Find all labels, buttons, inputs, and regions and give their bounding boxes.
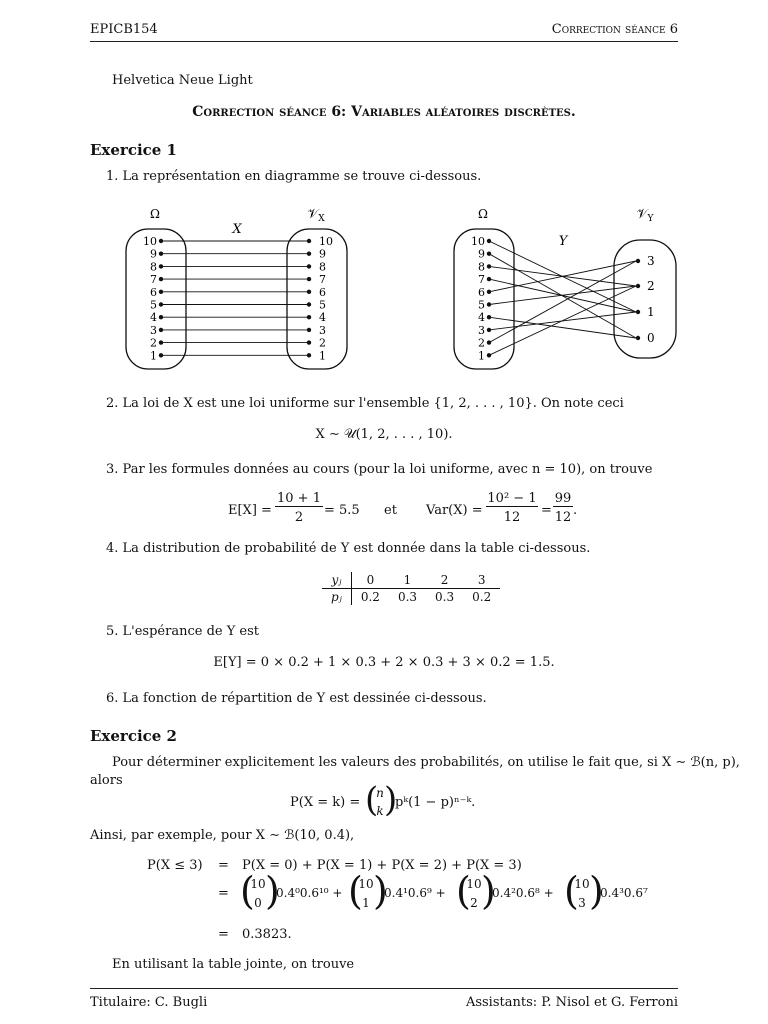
var-dot: . [573, 503, 578, 518]
table-row [322, 572, 500, 589]
var-den: 12 [503, 510, 521, 525]
var-den2: 12 [554, 510, 572, 525]
var-lhs: Var(X) = [426, 503, 483, 518]
vx-set [287, 229, 347, 369]
vy-set [614, 240, 676, 358]
omega-item: 6 [150, 285, 157, 299]
vx-item: 6 [319, 285, 326, 299]
omega-item: 3 [150, 323, 157, 337]
footer-rule [90, 988, 678, 989]
var-eq: = [541, 503, 552, 518]
vy-point [636, 310, 640, 314]
vx-item: 8 [319, 260, 326, 274]
table-cell: 1 [403, 573, 412, 587]
table-cell: 3 [477, 573, 486, 587]
vx-point [307, 290, 311, 294]
ex2-paragraph-2: Ainsi, par exemple, pour X ∼ ℬ(10, 0.4), [90, 828, 355, 843]
omega-item-y: 8 [478, 260, 485, 274]
exercise-1-heading: Exercice 1 [90, 141, 177, 159]
sum-lhs: P(X ≤ 3) [147, 858, 203, 873]
vx-point [307, 340, 311, 344]
font-note: Helvetica Neue Light [112, 73, 253, 88]
binom-paren-right: ) [384, 780, 398, 820]
ex1-item-4: 4. La distribution de probabilité de Y est donnée dans la table ci-dessous. [106, 541, 591, 556]
table-cell: yⱼ [322, 572, 351, 589]
exercise-2-heading: Exercice 2 [90, 727, 177, 745]
ex1-item-3: 3. Par les formules données au cours (pour la loi uniforme, avec n = 10), on trouve [106, 462, 653, 477]
vx-point [307, 353, 311, 357]
table-row [322, 589, 500, 606]
vy-point [636, 259, 640, 263]
ex2-paragraph-3: En utilisant la table jointe, on trouve [112, 957, 355, 972]
binom-rhs: pᵏ(1 − p)ⁿ⁻ᵏ. [395, 795, 476, 810]
vx-item: 5 [319, 298, 326, 312]
omega-label: Ω [150, 207, 160, 221]
ex2-paragraph-1: Pour déterminer explicitement les valeurs des probabilités, on utilise le fait que, si X ∼ ℬ(n, p), [112, 755, 740, 770]
var-num2: 99 [554, 491, 572, 506]
table-cell: 0.2 [463, 589, 500, 606]
vx-point [307, 264, 311, 268]
vx-point [307, 252, 311, 256]
vy-item: 1 [647, 305, 655, 319]
binom-lhs: P(X = k) = [290, 795, 361, 810]
omega-item: 2 [150, 336, 157, 350]
ex-den: 2 [294, 510, 304, 525]
ex1-item-6: 6. La fonction de répartition de Y est dessinée ci-dessous. [106, 691, 487, 706]
vx-item: 4 [319, 311, 326, 325]
table-cell: pⱼ [322, 589, 351, 606]
vy-item: 0 [647, 331, 655, 345]
vy-point [636, 336, 640, 340]
footer-left: Titulaire: C. Bugli [90, 995, 208, 1010]
sum-eq-2: = [218, 886, 229, 901]
var-num: 10² − 1 [487, 491, 537, 506]
uniform-equation: X ∼ 𝒰(1, 2, . . . , 10). [315, 427, 453, 442]
table-cell: 0.3 [389, 589, 426, 606]
et-word: et [384, 503, 397, 518]
ex-rhs: = 5.5 [324, 503, 360, 518]
omega-item-y: 2 [478, 336, 485, 350]
header-right: Correction séance 6 [551, 22, 678, 37]
header-left: EPICB154 [90, 22, 158, 37]
footer-right: Assistants: P. Nisol et G. Ferroni [465, 995, 678, 1010]
table-cell: 0.3 [426, 589, 463, 606]
omega-item-y: 4 [478, 311, 485, 325]
table-cell: 2 [440, 573, 449, 587]
vy-item: 3 [647, 254, 655, 268]
map-y-label: Y [558, 234, 568, 249]
ex1-item-5: 5. L'espérance de Y est [106, 624, 260, 639]
ex2-paragraph-1b: alors [90, 773, 123, 788]
vx-point [307, 277, 311, 281]
vy-item: 2 [647, 279, 655, 293]
omega-point-y [487, 252, 491, 256]
omega-item-y: 5 [478, 298, 485, 312]
omega-item-y: 9 [478, 247, 485, 261]
omega-item: 10 [143, 235, 157, 248]
omega-item: 8 [150, 260, 157, 274]
vx-label: 𝒱$_X$ [307, 207, 325, 224]
binomial-sum-row: ( 10 0 ) 0.4⁰0.6¹⁰ + ( 10 1 ) 0.4¹0.6⁹ + ( 10 2 ) 0.4²0.6⁸ + ( 10 3 ) 0.4³0.6⁷ [240, 869, 648, 913]
vy-label: 𝒱$_Y$ [636, 207, 654, 224]
binom-top: n [376, 786, 384, 800]
header-rule [90, 41, 678, 42]
vx-item: 3 [319, 323, 326, 337]
vx-item: 1 [319, 349, 326, 363]
table-cell: 0.2 [351, 589, 389, 606]
sum-line-1: P(X = 0) + P(X = 1) + P(X = 2) + P(X = 3) [242, 858, 522, 873]
sum-eq-1: = [218, 858, 229, 873]
vx-item: 7 [319, 273, 326, 287]
vx-point [307, 315, 311, 319]
vx-point [307, 302, 311, 306]
omega-item: 1 [150, 349, 157, 363]
expectation-equation: E[Y] = 0 × 0.2 + 1 × 0.3 + 2 × 0.3 + 3 × 0.2 = 1.5. [213, 655, 555, 670]
mapping-diagram-y [440, 200, 700, 375]
omega-item-y: 3 [478, 323, 485, 337]
sum-result: 0.3823. [242, 927, 292, 942]
map-x-label: X [232, 222, 242, 237]
distribution-table [322, 572, 500, 605]
vx-item: 10 [319, 235, 333, 248]
omega-item: 7 [150, 273, 157, 287]
omega-label-y: Ω [478, 207, 488, 221]
table-cell: 0 [366, 573, 375, 587]
ex1-item-2: 2. La loi de X est une loi uniforme sur l'ensemble {1, 2, . . . , 10}. On note ceci [106, 396, 624, 411]
page-title: Correction séance 6: Variables aléatoires discrètes. [192, 104, 576, 120]
vy-point [636, 284, 640, 288]
omega-item-y: 6 [478, 285, 485, 299]
vx-point [307, 328, 311, 332]
omega-item-y: 10 [471, 235, 485, 248]
vx-item: 9 [319, 247, 326, 261]
omega-item: 4 [150, 311, 157, 325]
omega-item-y: 7 [478, 273, 485, 287]
sum-eq-3: = [218, 927, 229, 942]
omega-item-y: 1 [478, 349, 485, 363]
binom-paren-left: ( [365, 780, 379, 820]
ex-lhs: E[X] = [228, 503, 272, 518]
vx-item: 2 [319, 336, 326, 350]
ex1-item-1: 1. La représentation en diagramme se trouve ci-dessous. [106, 169, 482, 184]
binom-bot: k [376, 804, 384, 818]
omega-item: 9 [150, 247, 157, 261]
vx-point [307, 239, 311, 243]
mapping-diagram-x [110, 200, 370, 375]
omega-item: 5 [150, 298, 157, 312]
ex-num: 10 + 1 [275, 491, 323, 507]
